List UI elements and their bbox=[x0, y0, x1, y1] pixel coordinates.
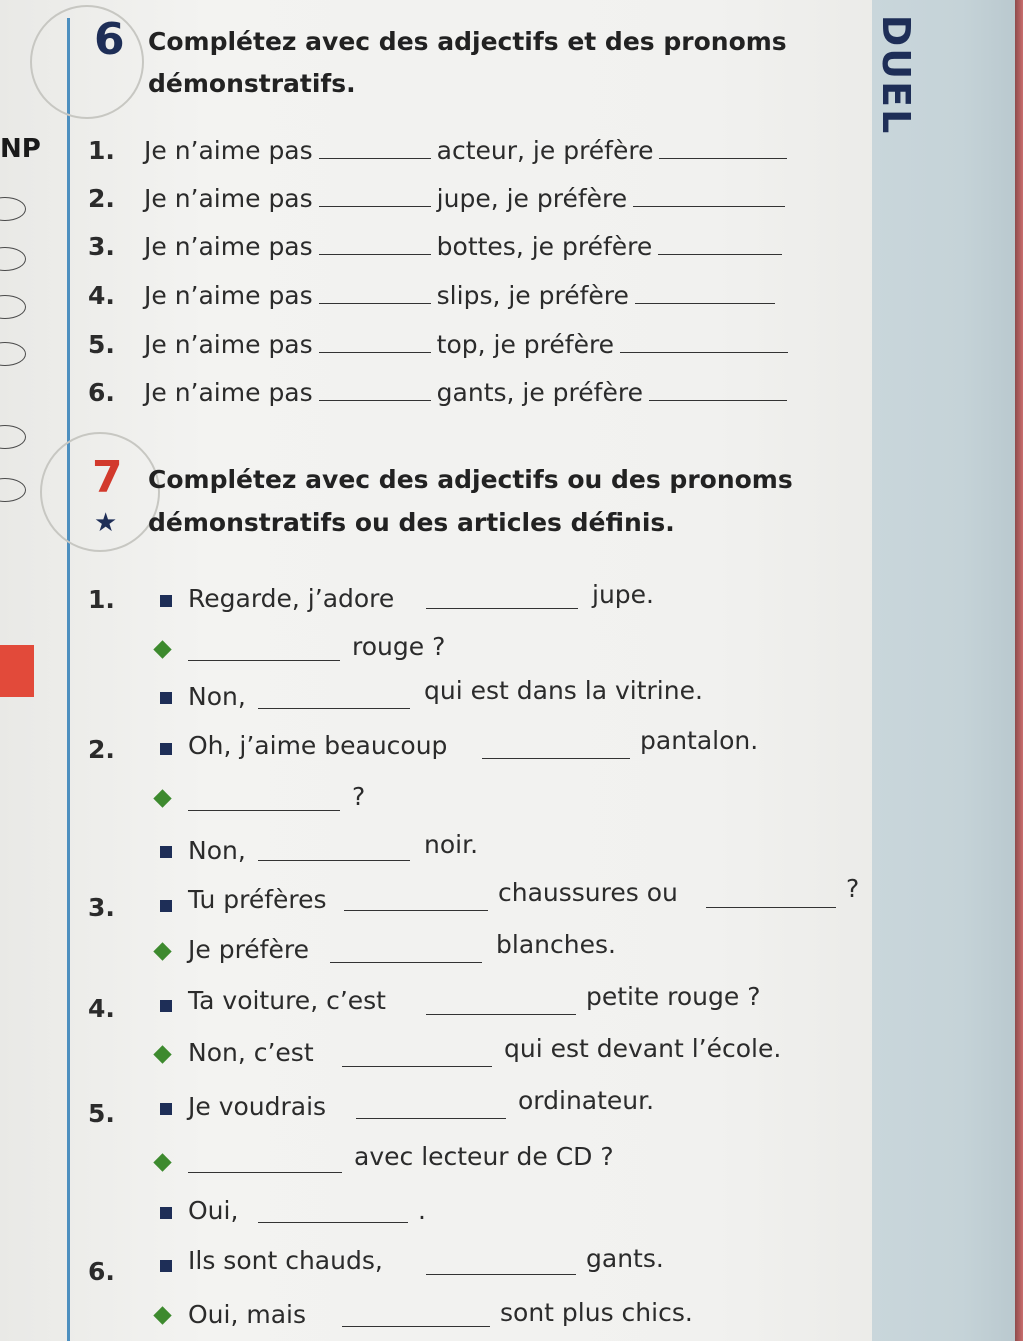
item-number: 1. bbox=[88, 136, 115, 165]
exercise-6-item bbox=[88, 281, 781, 310]
binder-hole bbox=[0, 197, 26, 221]
diamond-bullet-icon bbox=[153, 1306, 171, 1324]
answer-blank[interactable] bbox=[620, 351, 788, 353]
exercise-7-title: Complétez avec des adjectifs ou des pronoms bbox=[148, 465, 793, 494]
item-text: acteur, je préfère bbox=[436, 136, 654, 165]
exercise-6-title: Complétez avec des adjectifs et des pronoms bbox=[148, 27, 787, 56]
dialogue-text: Oui, mais bbox=[188, 1300, 307, 1329]
dialogue-text: Regarde, j’adore bbox=[188, 584, 395, 613]
dialogue-text: Je préfère bbox=[188, 935, 309, 964]
diamond-bullet-icon bbox=[153, 942, 171, 960]
answer-blank[interactable] bbox=[258, 860, 410, 861]
dialogue-text: qui est dans la vitrine. bbox=[424, 676, 703, 705]
red-marker bbox=[0, 645, 34, 697]
item-text: Je n’aime pas bbox=[144, 281, 313, 310]
dialogue-text: pantalon. bbox=[640, 726, 759, 755]
answer-blank[interactable] bbox=[319, 351, 431, 353]
binder-hole bbox=[0, 342, 26, 366]
answer-blank[interactable] bbox=[706, 907, 836, 908]
dialogue-text: Oui, bbox=[188, 1196, 239, 1225]
diamond-bullet-icon bbox=[153, 1153, 171, 1171]
dialogue-text: avec lecteur de CD ? bbox=[354, 1142, 614, 1171]
exercise-6-item bbox=[88, 184, 791, 213]
answer-blank[interactable] bbox=[482, 758, 630, 759]
item-text: gants, je préfère bbox=[436, 378, 643, 407]
answer-blank[interactable] bbox=[319, 157, 431, 159]
binder-hole bbox=[0, 247, 26, 271]
answer-blank[interactable] bbox=[356, 1118, 506, 1119]
item-text: bottes, je préfère bbox=[436, 232, 653, 261]
dialogue-text: blanches. bbox=[496, 930, 616, 959]
item-number: 3. bbox=[88, 893, 115, 922]
answer-blank[interactable] bbox=[342, 1066, 492, 1067]
exercise-6-item bbox=[88, 136, 793, 165]
answer-blank[interactable] bbox=[319, 302, 431, 304]
dialogue-text: rouge ? bbox=[352, 632, 446, 661]
dialogue-text: Non, c’est bbox=[188, 1038, 314, 1067]
square-bullet-icon bbox=[160, 595, 172, 607]
square-bullet-icon bbox=[160, 1207, 172, 1219]
page-edge bbox=[1015, 0, 1023, 1341]
answer-blank[interactable] bbox=[258, 708, 410, 709]
answer-blank[interactable] bbox=[319, 205, 431, 207]
item-text: Je n’aime pas bbox=[144, 330, 313, 359]
answer-blank[interactable] bbox=[188, 660, 340, 661]
answer-blank[interactable] bbox=[659, 157, 787, 159]
exercise-7-title: démonstratifs ou des articles définis. bbox=[148, 508, 675, 537]
diamond-bullet-icon bbox=[153, 640, 171, 658]
binder-hole bbox=[0, 478, 26, 502]
answer-blank[interactable] bbox=[330, 962, 482, 963]
item-number: 4. bbox=[88, 281, 115, 310]
answer-blank[interactable] bbox=[342, 1326, 490, 1327]
item-number: 5. bbox=[88, 1099, 115, 1128]
item-text: Je n’aime pas bbox=[144, 378, 313, 407]
side-tab bbox=[872, 0, 920, 150]
item-text: Je n’aime pas bbox=[144, 232, 313, 261]
exercise-6-title: démonstratifs. bbox=[148, 69, 356, 98]
square-bullet-icon bbox=[160, 1103, 172, 1115]
answer-blank[interactable] bbox=[426, 1274, 576, 1275]
answer-blank[interactable] bbox=[319, 399, 431, 401]
exercise-6-item bbox=[88, 232, 788, 261]
side-tab-label: DUEL bbox=[874, 14, 918, 136]
item-text: jupe, je préfère bbox=[436, 184, 628, 213]
side-label: NP bbox=[0, 134, 41, 164]
dialogue-text: Oh, j’aime beaucoup bbox=[188, 731, 448, 760]
dialogue-text: ? bbox=[846, 874, 860, 903]
answer-blank[interactable] bbox=[633, 205, 785, 207]
dialogue-text: . bbox=[418, 1196, 426, 1225]
exercise-6-item bbox=[88, 378, 793, 407]
item-number: 5. bbox=[88, 330, 115, 359]
star-icon: ★ bbox=[94, 508, 118, 538]
answer-blank[interactable] bbox=[426, 608, 578, 609]
item-number: 6. bbox=[88, 378, 115, 407]
dialogue-text: ? bbox=[352, 782, 366, 811]
answer-blank[interactable] bbox=[635, 302, 775, 304]
item-number: 6. bbox=[88, 1257, 115, 1286]
diamond-bullet-icon bbox=[153, 1045, 171, 1063]
side-strip bbox=[872, 0, 1023, 1341]
item-text: slips, je préfère bbox=[436, 281, 629, 310]
dialogue-text: Non, bbox=[188, 836, 246, 865]
dialogue-text: ordinateur. bbox=[518, 1086, 655, 1115]
item-text: Je n’aime pas bbox=[144, 136, 313, 165]
item-number: 2. bbox=[88, 735, 115, 764]
dialogue-text: qui est devant l’école. bbox=[504, 1034, 782, 1063]
answer-blank[interactable] bbox=[319, 253, 431, 255]
answer-blank[interactable] bbox=[258, 1222, 408, 1223]
square-bullet-icon bbox=[160, 900, 172, 912]
diamond-bullet-icon bbox=[153, 789, 171, 807]
exercise-number-circle bbox=[30, 5, 144, 119]
item-number: 4. bbox=[88, 994, 115, 1023]
dialogue-text: Ils sont chauds, bbox=[188, 1246, 383, 1275]
dialogue-text: Ta voiture, c’est bbox=[188, 986, 386, 1015]
item-number: 3. bbox=[88, 232, 115, 261]
dialogue-text: sont plus chics. bbox=[500, 1298, 693, 1327]
binder-hole bbox=[0, 295, 26, 319]
answer-blank[interactable] bbox=[344, 910, 488, 911]
dialogue-text: Je voudrais bbox=[188, 1092, 327, 1121]
item-number: 2. bbox=[88, 184, 115, 213]
dialogue-text: Non, bbox=[188, 682, 246, 711]
item-number: 1. bbox=[88, 585, 115, 614]
square-bullet-icon bbox=[160, 1000, 172, 1012]
exercise-6-number: 6 bbox=[94, 14, 125, 65]
dialogue-text: jupe. bbox=[592, 580, 654, 609]
dialogue-text: Tu préfères bbox=[188, 885, 327, 914]
item-text: top, je préfère bbox=[436, 330, 615, 359]
square-bullet-icon bbox=[160, 743, 172, 755]
dialogue-text: chaussures ou bbox=[498, 878, 678, 907]
binder-hole bbox=[0, 425, 26, 449]
square-bullet-icon bbox=[160, 692, 172, 704]
exercise-7-number: 7 bbox=[92, 452, 123, 503]
exercise-6-item bbox=[88, 330, 794, 359]
margin-line bbox=[67, 18, 70, 1341]
answer-blank[interactable] bbox=[188, 1172, 342, 1173]
square-bullet-icon bbox=[160, 846, 172, 858]
answer-blank[interactable] bbox=[658, 253, 782, 255]
item-text: Je n’aime pas bbox=[144, 184, 313, 213]
dialogue-text: gants. bbox=[586, 1244, 664, 1273]
dialogue-text: noir. bbox=[424, 830, 479, 859]
answer-blank[interactable] bbox=[426, 1014, 576, 1015]
answer-blank[interactable] bbox=[649, 399, 787, 401]
dialogue-text: petite rouge ? bbox=[586, 982, 761, 1011]
answer-blank[interactable] bbox=[188, 810, 340, 811]
square-bullet-icon bbox=[160, 1260, 172, 1272]
